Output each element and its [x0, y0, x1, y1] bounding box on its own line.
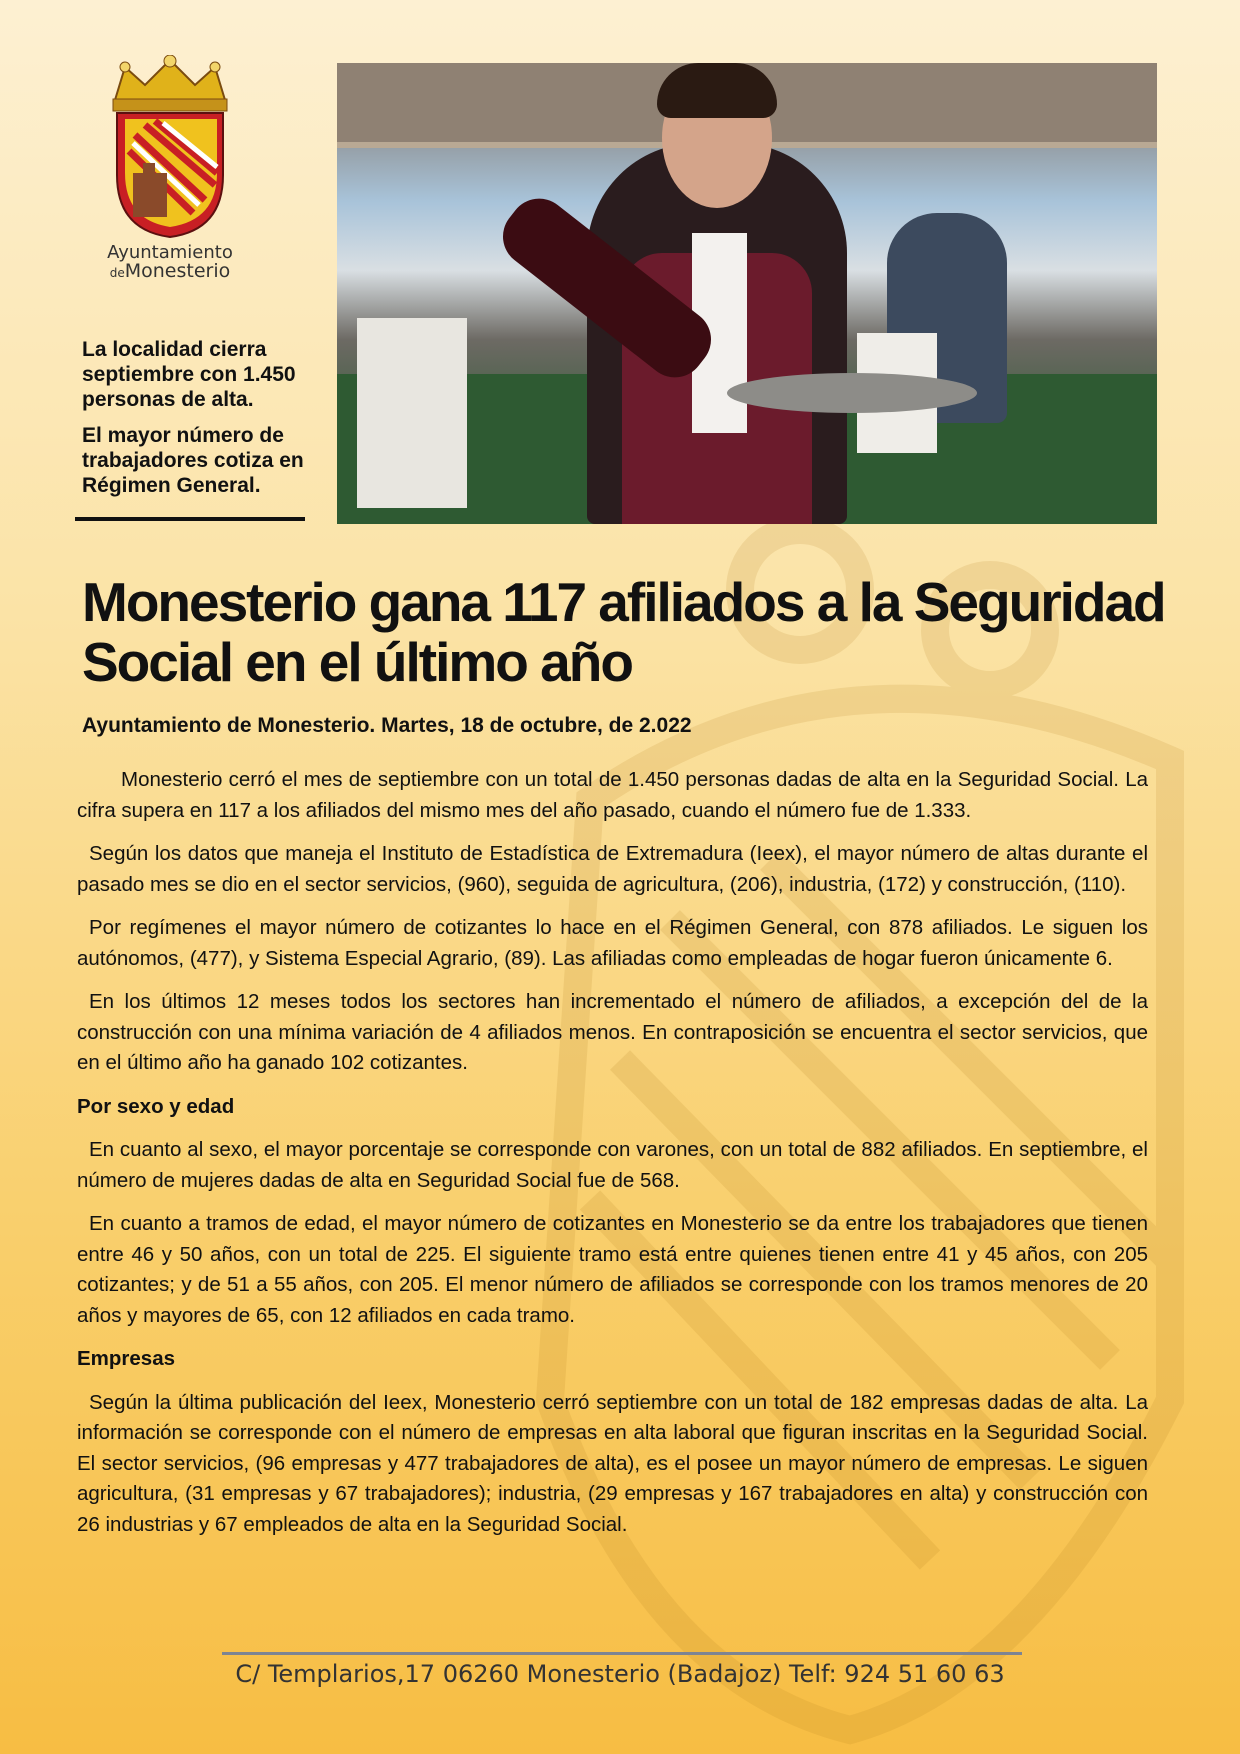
municipal-logo	[95, 55, 245, 295]
paragraph-6: En cuanto a tramos de edad, el mayor número de cotizantes en Monesterio se da entre los trabajadores que tienen entre 46 y 50 años, con un total de 225. El siguiente tramo está entre quienes tienen entre 41 y 45 años, con 205 cotizantes; y de 51 a 55 años, con 205. El menor número de afiliados se corresponde con los tramos menores de 20 años y mayores de 65, con 12 afiliados en cada tramo.	[77, 1212, 1148, 1327]
paragraph-3: Por regímenes el mayor número de cotizantes lo hace en el Régimen General, con 878 afiliados. Le siguen los autónomos, (477), y Sistema Especial Agrario, (89). Las afiliadas como empleadas de hogar fueron únicamente 6.	[77, 916, 1148, 970]
waiter-terrace-photo	[337, 63, 1157, 524]
coat-of-arms-icon	[105, 55, 235, 240]
paragraph-7: Según la última publicación del Ieex, Monesterio cerró septiembre con un total de 182 empresas dadas de alta. La información se corresponde con el número de empresas en alta laboral que figuran inscritas en la Seguridad Social. El sector servicios, (96 empresas y 477 trabajadores de alta), es el posee un mayor número de empresas. Le siguen agricultura, (31 empresas y 67 trabajadores); industria, (29 empresas y 167 trabajadores en alta) y construcción con 26 industrias y 67 empleados de alta en la Seguridad Social.	[77, 1390, 1148, 1536]
paragraph-1: Monesterio cerró el mes de septiembre con un total de 1.450 personas dadas de alta en la Seguridad Social. La cifra supera en 117 a los afiliados del mismo mes del año pasado, cuando el número fue de 1.333.	[77, 768, 1148, 822]
footer-divider	[222, 1652, 1022, 1655]
logo-line2: Monesterio	[124, 260, 231, 282]
paragraph-4: En los últimos 12 meses todos los sectores han incrementado el número de afiliados, a excepción del de la construcción con una mínima variación de 4 afiliados menos. En contraposición se encuentra el sector servicios, que en el último año ha ganado 102 cotizantes.	[77, 990, 1148, 1074]
paragraph-5: En cuanto al sexo, el mayor porcentaje se corresponde con varones, con un total de 882 afiliados. En septiembre, el número de mujeres dadas de alta en Seguridad Social fue de 568.	[77, 1138, 1148, 1192]
highlights-box	[82, 337, 332, 509]
logo-line2-prefix: de	[109, 266, 125, 280]
article-byline: Ayuntamiento de Monesterio. Martes, 18 de octubre, de 2.022	[82, 714, 692, 737]
article-body	[77, 765, 1148, 1553]
highlight-2: El mayor número de trabajadores cotiza en Régimen General.	[82, 424, 304, 497]
paragraph-2: Según los datos que maneja el Instituto de Estadística de Extremadura (Ieex), el mayor número de altas durante el pasado mes se dio en el sector servicios, (960), seguida de agricultura, (206), industria, (172) y construcción, (110).	[77, 842, 1148, 896]
section-heading-sexo-edad: Por sexo y edad	[77, 1094, 235, 1118]
article-title: Monesterio gana 117 afiliados a la Seguridad Social en el último año	[82, 571, 1165, 693]
highlights-divider	[75, 517, 305, 521]
footer-address: C/ Templarios,17 06260 Monesterio (Badajoz) Telf: 924 51 60 63	[235, 1660, 1005, 1688]
highlight-1: La localidad cierra septiembre con 1.450 personas de alta.	[82, 338, 296, 411]
logo-line1: Ayuntamiento	[107, 242, 233, 263]
section-heading-empresas: Empresas	[77, 1347, 176, 1370]
